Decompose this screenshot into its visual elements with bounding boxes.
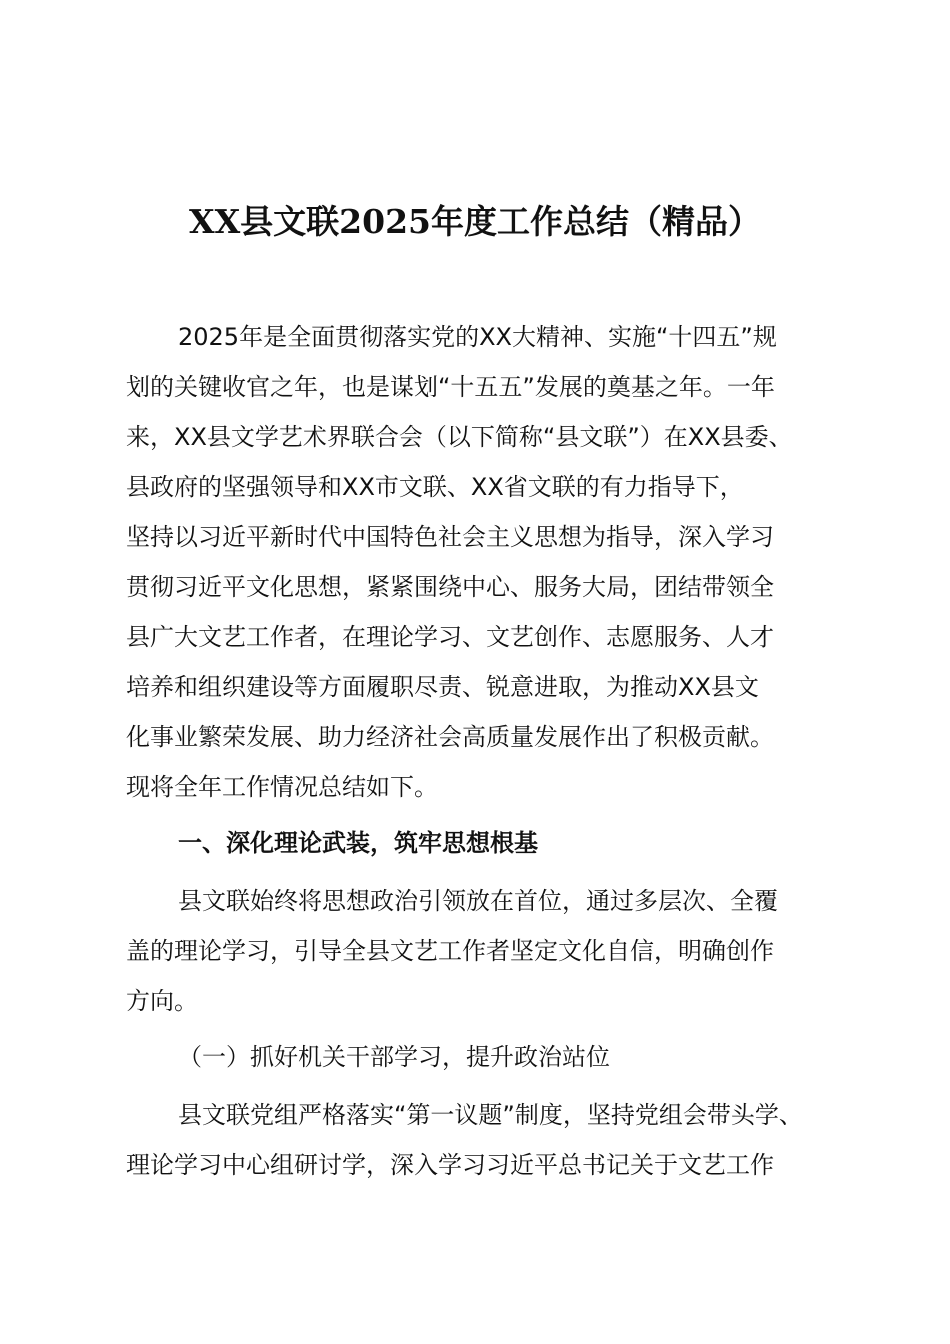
paragraph-line: 化事业繁荣发展、助力经济社会高质量发展作出了积极贡献。 <box>126 723 774 751</box>
paragraph-line: 理论学习中心组研讨学，深入学习习近平总书记关于文艺工作 <box>126 1151 774 1179</box>
paragraph-line: 县政府的坚强领导和XX市文联、XX省文联的有力指导下， <box>126 473 744 501</box>
paragraph-line: 2025年是全面贯彻落实党的XX大精神、实施“十四五”规 <box>178 323 777 351</box>
paragraph-line: 现将全年工作情况总结如下。 <box>126 773 438 801</box>
paragraph-line: 划的关键收官之年，也是谋划“十五五”发展的奠基之年。一年 <box>126 373 775 401</box>
paragraph-line: 贯彻习近平文化思想，紧紧围绕中心、服务大局，团结带领全 <box>126 573 774 601</box>
section-heading: 一、深化理论武装，筑牢思想根基 <box>178 829 538 857</box>
paragraph-line: 坚持以习近平新时代中国特色社会主义思想为指导，深入学习 <box>126 523 774 551</box>
subsection-heading: （一）抓好机关干部学习，提升政治站位 <box>178 1043 610 1071</box>
paragraph-line: 培养和组织建设等方面履职尽责、锐意进取，为推动XX县文 <box>126 673 759 701</box>
paragraph-line: 县广大文艺工作者，在理论学习、文艺创作、志愿服务、人才 <box>126 623 774 651</box>
paragraph-line: 县文联党组严格落实“第一议题”制度，坚持党组会带头学、 <box>178 1101 803 1129</box>
paragraph-line: 盖的理论学习，引导全县文艺工作者坚定文化自信，明确创作 <box>126 937 774 965</box>
paragraph-line: 方向。 <box>126 987 198 1015</box>
paragraph-line: 来，XX县文学艺术界联合会（以下简称“县文联”）在XX县委、 <box>126 423 793 451</box>
document-title: XX县文联2025年度工作总结（精品） <box>188 202 762 241</box>
paragraph-line: 县文联始终将思想政治引领放在首位，通过多层次、全覆 <box>178 887 778 915</box>
